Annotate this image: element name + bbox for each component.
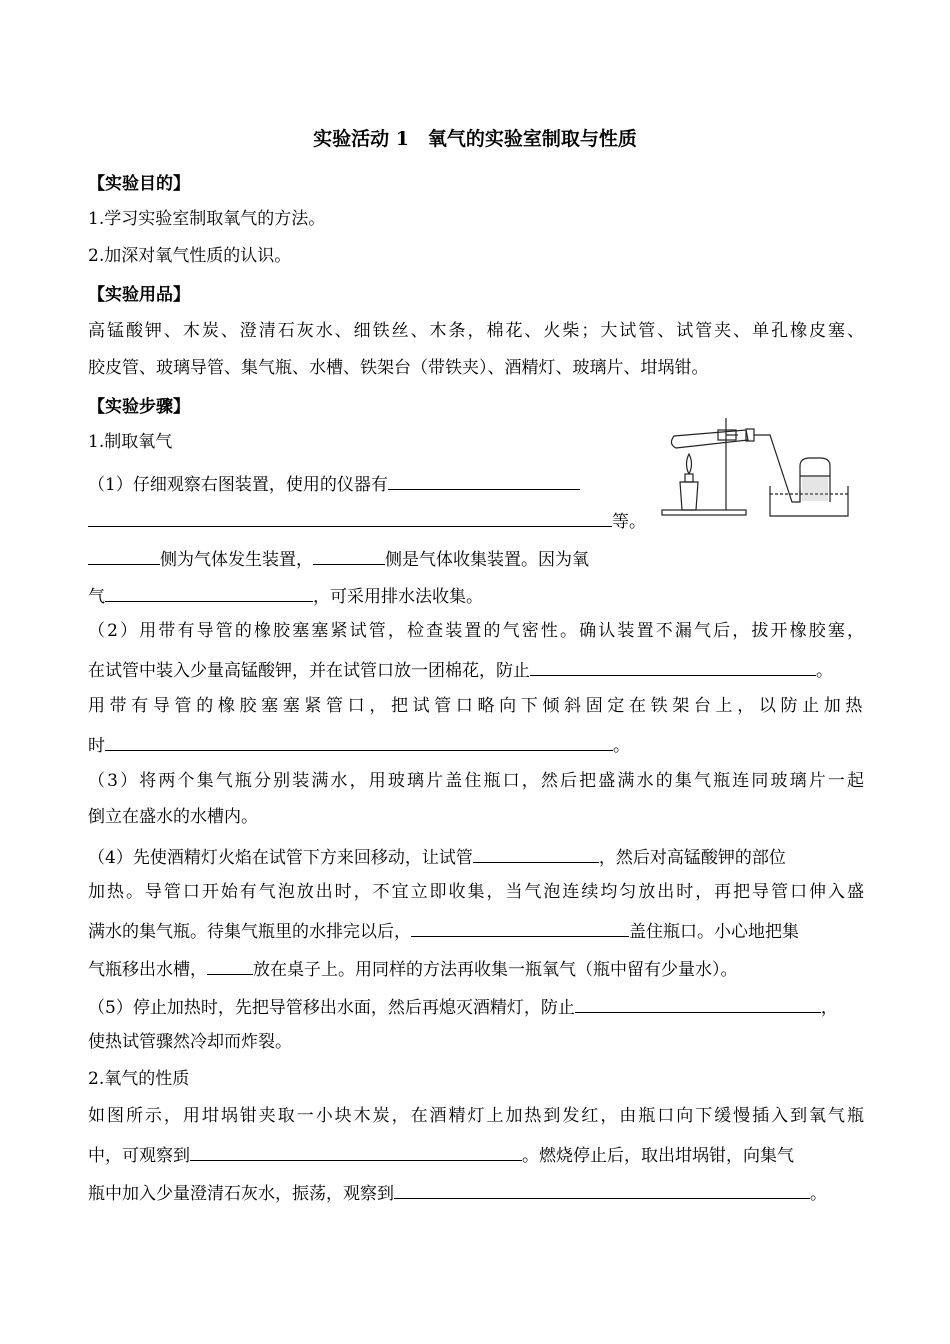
purpose-item-1: 1.学习实验室制取氧气的方法。 xyxy=(88,209,326,229)
step1-q1-line-b: 等。 xyxy=(88,508,646,533)
purpose-heading: 【实验目的】 xyxy=(88,174,190,194)
apparatus-diagram xyxy=(660,416,850,522)
answer-blank-orientation[interactable] xyxy=(207,956,253,975)
step2-line-a: 如图所示，用坩埚钳夹取一小块木炭，在酒精灯上加热到发红，由瓶口向下缓慢插入到氧气瓶 xyxy=(88,1106,864,1126)
step1-q2-line-a: （2）用带有导管的橡胶塞塞紧试管，检查装置的气密性。确认装置不漏气后，拔开橡胶塞， xyxy=(88,621,864,641)
step1-q4-line-b: 加热。导管口开始有气泡放出时，不宜立即收集，当气泡连续均匀放出时，再把导管口伸入盛 xyxy=(88,882,864,902)
materials-heading: 【实验用品】 xyxy=(88,285,190,305)
materials-line-2: 胶皮管、玻璃导管、集气瓶、水槽、铁架台（带铁夹）、酒精灯、玻璃片、坩埚钳。 xyxy=(88,358,709,378)
step2-line-b: 中，可观察到 。燃烧停止后，取出坩埚钳，向集气 xyxy=(88,1142,794,1167)
answer-blank-cotton-purpose[interactable] xyxy=(530,657,816,676)
purpose-item-2: 2.加深对氧气性质的认识。 xyxy=(88,246,292,266)
step1-q1-line-d: 气 ，可采用排水法收集。 xyxy=(88,583,483,608)
step-1-title: 1.制取氧气 xyxy=(88,432,173,452)
steps-heading: 【实验步骤】 xyxy=(88,397,190,417)
answer-blank-instruments-cont[interactable] xyxy=(88,508,612,527)
step1-q1-line-c: 侧为气体发生装置， 侧是气体收集装置。因为氧 xyxy=(88,546,589,571)
answer-blank-tilt-purpose[interactable] xyxy=(105,732,613,751)
step1-q2-line-d: 时 。 xyxy=(88,732,630,757)
answer-blank-instruments[interactable] xyxy=(388,471,580,490)
step1-q4-line-d: 气瓶移出水槽， 放在桌子上。用同样的方法再收集一瓶氧气（瓶中留有少量水）。 xyxy=(88,956,738,981)
step1-q2-line-c: 用带有导管的橡胶塞塞紧管口，把试管口略向下倾斜固定在铁架台上，以防止加热 xyxy=(88,696,864,716)
answer-blank-observation-limewater[interactable] xyxy=(394,1180,810,1199)
page-title: 实验活动 1 氧气的实验室制取与性质 xyxy=(313,128,637,150)
step1-q1-line-a: （1）仔细观察右图装置，使用的仪器有 xyxy=(88,471,580,496)
step1-q3-line-a: （3）将两个集气瓶分别装满水，用玻璃片盖住瓶口，然后把盛满水的集气瓶连同玻璃片一起 xyxy=(88,771,864,791)
step1-q3-line-b: 倒立在盛水的水槽内。 xyxy=(88,807,258,827)
answer-blank-prevent-backflow[interactable] xyxy=(575,994,821,1013)
step1-q4-line-a: （4）先使酒精灯火焰在试管下方来回移动，让试管 ，然后对高锰酸钾的部位 xyxy=(88,844,786,869)
answer-blank-collector-side[interactable] xyxy=(313,546,385,565)
step1-q5-line-a: （5）停止加热时，先把导管移出水面，然后再熄灭酒精灯，防止 ， xyxy=(88,994,838,1019)
answer-blank-preheat[interactable] xyxy=(473,844,599,863)
step2-line-c: 瓶中加入少量澄清石灰水，振荡，观察到 。 xyxy=(88,1180,827,1205)
answer-blank-generator-side[interactable] xyxy=(88,546,160,565)
materials-line-1: 高锰酸钾、木炭、澄清石灰水、细铁丝、木条，棉花、火柴；大试管、试管夹、单孔橡皮塞、 xyxy=(88,321,864,341)
step1-q4-line-c: 满水的集气瓶。待集气瓶里的水排完以后， 盖住瓶口。小心地把集 xyxy=(88,918,799,943)
step1-q2-line-b: 在试管中装入少量高锰酸钾，并在试管口放一团棉花，防止 。 xyxy=(88,657,833,682)
answer-blank-cover-with[interactable] xyxy=(411,918,629,937)
step-2-title: 2.氧气的性质 xyxy=(88,1069,190,1089)
step1-q5-line-b: 使热试管骤然冷却而炸裂。 xyxy=(88,1032,292,1052)
answer-blank-observation-burning[interactable] xyxy=(190,1142,522,1161)
answer-blank-oxygen-property[interactable] xyxy=(105,583,313,602)
